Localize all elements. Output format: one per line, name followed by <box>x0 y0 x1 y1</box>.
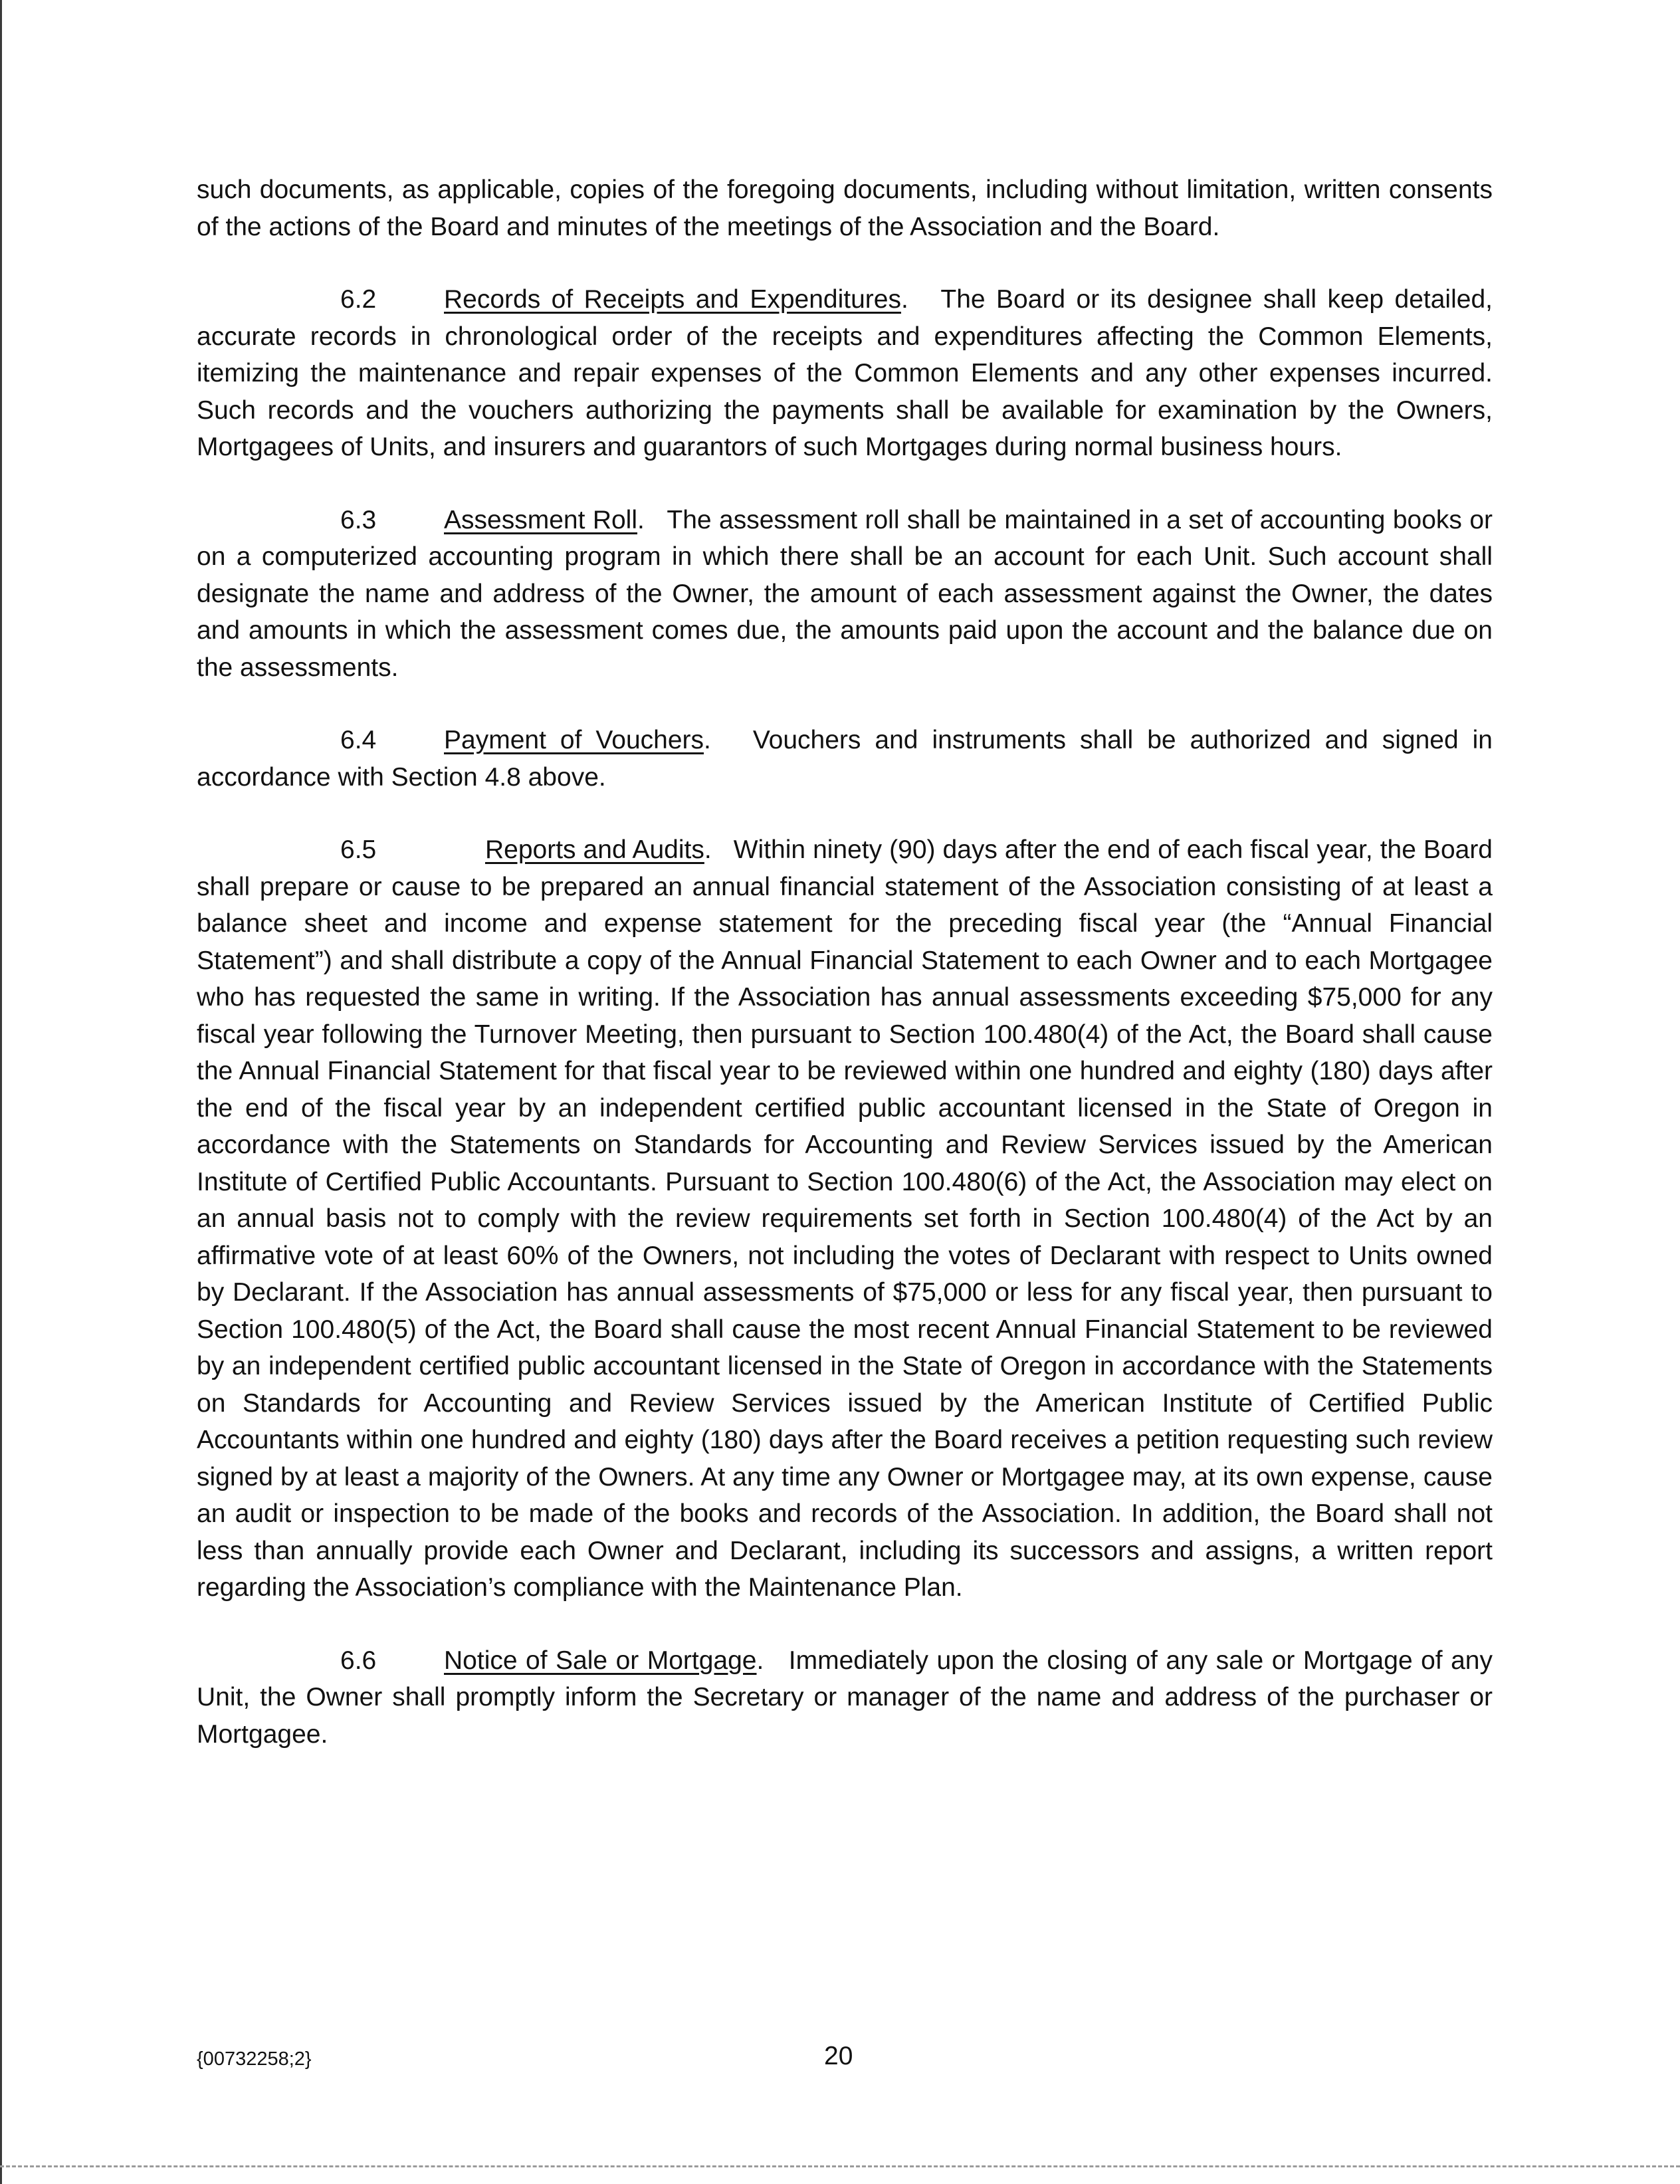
scan-bottom-edge <box>0 2165 1680 2167</box>
section-6-4: 6.4 Payment of Vouchers. Vouchers and instruments shall be authorized and signed in accordance with Section 4.8 above. <box>197 722 1493 796</box>
section-6-3: 6.3 Assessment Roll. The assessment roll shall be maintained in a set of accounting books or on a computerized accounting program in which there shall be an account for each Unit. Such account shall designate the name and address of the Owner, the amount of each assessment against the Owner, the dates and amounts in which the assessment comes due, the amounts paid upon the account and the balance due on the assessments. <box>197 502 1493 687</box>
paragraph-text: such documents, as applicable, copies of the foregoing documents, including without limitation, written consents of the actions of the Board and minutes of the meetings of the Association and the Board. <box>197 175 1493 241</box>
document-id: {00732258;2} <box>197 2048 312 2070</box>
section-body: The assessment roll shall be maintained in a set of accounting books or on a computerized accounting program in which there shall be an account for each Unit. Such account shall designate the name and address of the Owner, the amount of each assessment against the Owner, the dates and amounts in which the assessment comes due, the amounts paid upon the account and the balance due on the assessments. <box>197 505 1493 682</box>
scan-left-edge <box>0 0 2 2184</box>
section-heading: Notice of Sale or Mortgage <box>444 1646 757 1675</box>
section-number: 6.3 <box>340 505 377 534</box>
section-number: 6.5 <box>340 835 377 864</box>
section-heading: Payment of Vouchers <box>444 726 704 754</box>
section-6-5: 6.5 Reports and Audits. Within ninety (90) days after the end of each fiscal year, the Board shall prepare or cause to be prepared an annual financial statement of the Association consisting of at least a balance sheet and income and expense statement for the preceding fiscal year (the “Annual Financial Statement”) and shall distribute a copy of the Annual Financial Statement to each Owner and to each Mortgagee who has requested the same in writing. If the Association has annual assessments exceeding $75,000 for any fiscal year following the Turnover Meeting, then pursuant to Section 100.480(4) of the Act, the Board shall cause the Annual Financial Statement for that fiscal year to be reviewed within one hundred and eighty (180) days after the end of the fiscal year by an independent certified public accountant licensed in the State of Oregon in accordance with the Statements on Standards for Accounting and Review Services issued by the American Institute of Certified Public Accountants. Pursuant to Section 100.480(6) of the Act, the Association may elect on an annual basis not to comply with the review requirements set forth in Section 100.480(4) of the Act by an affirmative vote of at least 60% of the Owners, not including the votes of Declarant with respect to Units owned by Declarant. If the Association has annual assessments of $75,000 or less for any fiscal year, then pursuant to Section 100.480(5) of the Act, the Board shall cause the most recent Annual Financial Statement to be reviewed by an independent certified public accountant licensed in the State of Oregon in accordance with the Statements on Standards for Accounting and Review Services issued by the American Institute of Certified Public Accountants within one hundred and eighty (180) days after the Board receives a petition requesting such review signed by at least a majority of the Owners. At any time any Owner or Mortgagee may, at its own expense, cause an audit or inspection to be made of the books and records of the Association. In addition, the Board shall not less than annually provide each Owner and Declarant, including its successors and assigns, a written report regarding the Association’s compliance with the Maintenance Plan. <box>197 831 1493 1606</box>
section-6-6: 6.6 Notice of Sale or Mortgage. Immediately upon the closing of any sale or Mortgage of any Unit, the Owner shall promptly inform the Secretary or manager of the name and address of the purchaser or Mortgagee. <box>197 1642 1493 1753</box>
section-heading: Reports and Audits <box>485 835 704 864</box>
section-6-2: 6.2 Records of Receipts and Expenditures. The Board or its designee shall keep detailed, accurate records in chronological order of the receipts and expenditures affecting the Common Elements, itemizing the maintenance and repair expenses of the Common Elements and any other expenses incurred. Such records and the vouchers authorizing the payments shall be available for examination by the Owners, Mortgagees of Units, and insurers and guarantors of such Mortgages during normal business hours. <box>197 281 1493 466</box>
section-number: 6.4 <box>340 726 377 754</box>
section-number: 6.2 <box>340 285 377 314</box>
section-body: Immediately upon the closing of any sale or Mortgage of any Unit, the Owner shall promptly inform the Secretary or manager of the name and address of the purchaser or Mortgagee. <box>197 1646 1493 1749</box>
section-body: Within ninety (90) days after the end of each fiscal year, the Board shall prepare or cause to be prepared an annual financial statement of the Association consisting of at least a balance sheet and income and expense statement for the preceding fiscal year (the “Annual Financial Statement”) and shall distribute a copy of the Annual Financial Statement to each Owner and to each Mortgagee who has requested the same in writing. If the Association has annual assessments exceeding $75,000 for any fiscal year following the Turnover Meeting, then pursuant to Section 100.480(4) of the Act, the Board shall cause the Annual Financial Statement for that fiscal year to be reviewed within one hundred and eighty (180) days after the end of the fiscal year by an independent certified public accountant licensed in the State of Oregon in accordance with the Statements on Standards for Accounting and Review Services issued by the American Institute of Certified Public Accountants. Pursuant to Section 100.480(6) of the Act, the Association may elect on an annual basis not to comply with the review requirements set forth in Section 100.480(4) of the Act by an affirmative vote of at least 60% of the Owners, not including the votes of Declarant with respect to Units owned by Declarant. If the Association has annual assessments of $75,000 or less for any fiscal year, then pursuant to Section 100.480(5) of the Act, the Board shall cause the most recent Annual Financial Statement to be reviewed by an independent certified public accountant licensed in the State of Oregon in accordance with the Statements on Standards for Accounting and Review Services issued by the American Institute of Certified Public Accountants within one hundred and eighty (180) days after the Board receives a petition requesting such review signed by at least a majority of the Owners. At any time any Owner or Mortgagee may, at its own expense, cause an audit or inspection to be made of the books and records of the Association. In addition, the Board shall not less than annually provide each Owner and Declarant, including its successors and assigns, a written report regarding the Association’s compliance with the Maintenance Plan. <box>197 835 1493 1602</box>
section-heading: Assessment Roll <box>444 505 638 534</box>
page-number: 20 <box>824 2042 853 2070</box>
section-body: The Board or its designee shall keep detailed, accurate records in chronological order of the receipts and expenditures affecting the Common Elements, itemizing the maintenance and repair expenses of the Common Elements and any other expenses incurred. Such records and the vouchers authorizing the payments shall be available for examination by the Owners, Mortgagees of Units, and insurers and guarantors of such Mortgages during normal business hours. <box>197 285 1493 461</box>
section-heading: Records of Receipts and Expenditures <box>444 285 901 314</box>
section-number: 6.6 <box>340 1646 377 1675</box>
paragraph-continuation <box>197 171 1493 245</box>
section-body: Vouchers and instruments shall be authorized and signed in accordance with Section 4.8 above. <box>197 726 1493 792</box>
document-page <box>197 171 1493 1789</box>
